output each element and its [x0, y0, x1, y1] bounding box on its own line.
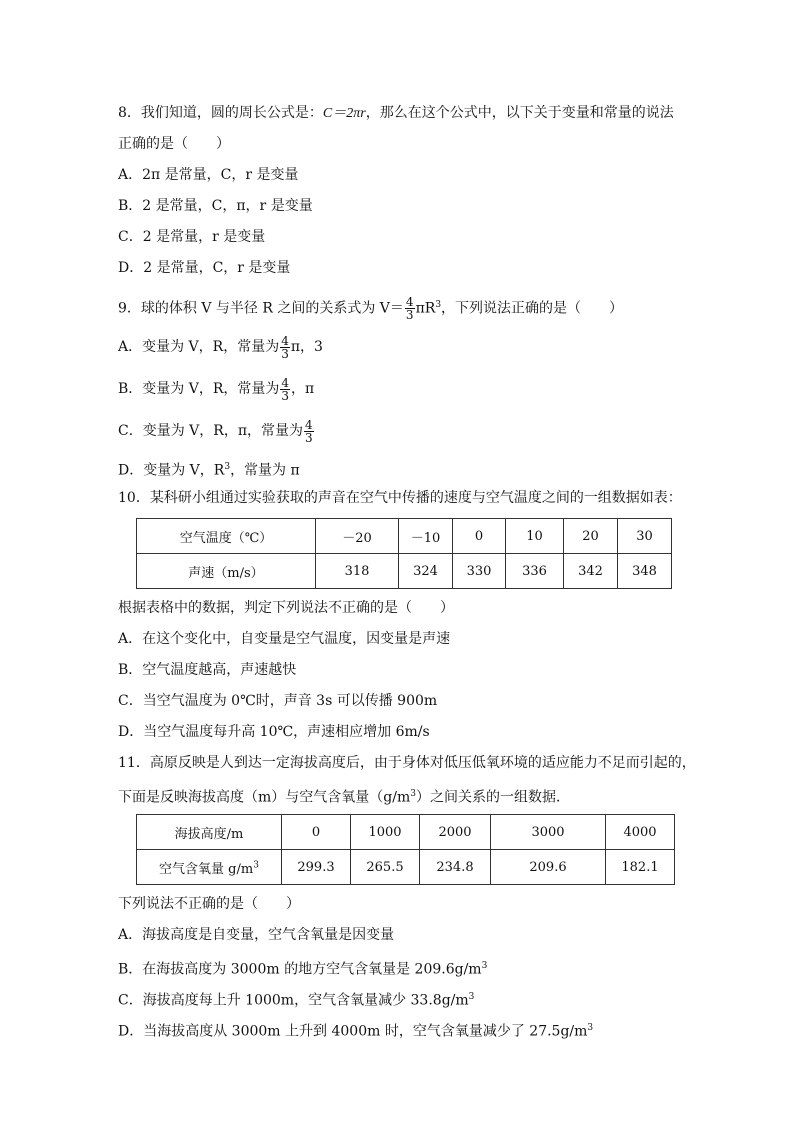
superscript: 3: [481, 961, 488, 971]
q9-stem-part: ，下列说法正确的是（ ）: [441, 300, 624, 317]
fraction: [280, 335, 290, 360]
q11-option-text: B．在海拔高度为 3000m 的地方空气含氧量是 209.6g/m: [118, 961, 482, 978]
q9-option-c: [118, 410, 678, 452]
q10-stem: 10．某科研小组通过实验获取的声音在空气中传播的速度与空气温度之间的一组数据如表：: [118, 490, 682, 506]
table-cell: 265.5: [351, 850, 420, 885]
q8-stem-part: ，那么在这个公式中，以下关于变量和常量的说法: [365, 105, 674, 121]
q11-option-c: [118, 982, 678, 1013]
table-cell: 342: [564, 554, 618, 589]
q9-option-text: π，3: [290, 339, 323, 355]
table-cell: 0: [282, 815, 351, 850]
fraction-denominator: 3: [281, 388, 290, 403]
q9-option-text: ，π: [291, 381, 315, 397]
q8-option-b: B．2 是常量，C，π，r 是变量: [118, 198, 313, 214]
table-cell: 324: [399, 554, 453, 589]
q9-option-text: D．变量为 V，R: [118, 462, 225, 479]
table-row-label-text: 空气含氧量 g/m: [159, 861, 254, 877]
fraction-numerator: 4: [305, 417, 313, 432]
q9-option-text: ，常量为 π: [230, 462, 300, 479]
q9-option-b: [118, 368, 678, 410]
table-row: [137, 815, 675, 850]
q11-option-text: D．当海拔高度从 3000m 上升到 4000m 时，空气含氧量减少了 27.5g/m: [118, 1023, 588, 1040]
q10-after-table: 根据表格中的数据，判定下列说法不正确的是（ ）: [118, 600, 454, 616]
table-cell: 348: [618, 554, 672, 589]
table-row-label: 声速（m/s）: [137, 554, 316, 589]
fraction: [405, 296, 415, 321]
table-cell: －20: [316, 519, 399, 554]
table-row: [137, 850, 675, 885]
table-cell: 1000: [351, 815, 420, 850]
table-cell: 209.6: [491, 850, 606, 885]
table-cell: 336: [506, 554, 564, 589]
q9-option-text: C．变量为 V，R，π，常量为: [118, 423, 304, 439]
table-cell: 182.1: [606, 850, 675, 885]
superscript: 3: [410, 789, 416, 799]
q8-option-a: A．2π 是常量，C，r 是变量: [118, 167, 299, 183]
table-cell: 330: [453, 554, 506, 589]
fraction-denominator: 3: [405, 308, 414, 323]
q11-stem-part: ）之间关系的一组数据．: [415, 789, 570, 806]
table-row-label: 空气温度（℃）: [137, 519, 316, 554]
q10-data-table: [136, 518, 672, 589]
q9-stem-part: 9．球的体积 V 与半径 R 之间的关系式为 V＝: [118, 300, 404, 317]
q11-option-b: [118, 951, 678, 982]
fraction-numerator: 4: [281, 333, 289, 348]
q10-option-a: A．在这个变化中，自变量是空气温度，因变量是声速: [118, 631, 451, 647]
q11-stem-line1: 11．高原反映是人到达一定海拔高度后，由于身体对低压低氧环境的适应能力不足而引起的，: [118, 755, 696, 771]
q11-stem-part: 下面是反映海拔高度（m）与空气含氧量（g/m: [118, 789, 411, 806]
q9-option-text: B．变量为 V，R，常量为: [118, 381, 280, 397]
q9-option-d: [118, 452, 678, 483]
q9-option-a: [118, 326, 678, 368]
table-row-label: 海拔高度/m: [137, 815, 282, 850]
q10-option-d: D．当空气温度每升高 10℃，声速相应增加 6m/s: [118, 724, 430, 740]
table-cell: 3000: [491, 815, 606, 850]
q8-stem-line1: [118, 98, 678, 129]
table-cell: 30: [618, 519, 672, 554]
table-cell: －10: [399, 519, 453, 554]
q11-option-a: A．海拔高度是自变量，空气含氧量是因变量: [118, 927, 395, 943]
table-cell: 20: [564, 519, 618, 554]
superscript: 3: [253, 860, 259, 871]
worksheet-page: [118, 98, 696, 1044]
q8-option-c: C．2 是常量，r 是变量: [118, 229, 266, 245]
q11-option-d: [118, 1013, 678, 1044]
superscript: 3: [587, 1023, 594, 1033]
table-cell: 0: [453, 519, 506, 554]
q11-data-table: [136, 814, 675, 885]
q10-option-b: B．空气温度越高，声速越快: [118, 662, 297, 678]
fraction-denominator: 3: [305, 430, 313, 445]
table-cell: 4000: [606, 815, 675, 850]
table-row: [137, 554, 672, 589]
q9-option-text: A．变量为 V，R，常量为: [118, 339, 280, 355]
q11-after-table: 下列说法不正确的是（ ）: [118, 896, 300, 912]
q10-option-c: C．当空气温度为 0℃时，声音 3s 可以传播 900m: [118, 693, 438, 709]
table-row: [137, 519, 672, 554]
q9-stem-part: πR: [415, 300, 436, 317]
table-cell: 10: [506, 519, 564, 554]
q8-stem-part: 8．我们知道，圆的周长公式是：: [118, 105, 323, 121]
table-cell: 318: [316, 554, 399, 589]
q11-option-text: C．海拔高度每上升 1000m，空气含氧量减少 33.8g/m: [118, 992, 469, 1009]
q11-stem-line2: [118, 779, 678, 810]
fraction: [280, 377, 290, 402]
q8-option-d: D．2 是常量，C，r 是变量: [118, 260, 291, 276]
superscript: 3: [435, 300, 442, 310]
fraction: [304, 419, 314, 444]
table-cell: 299.3: [282, 850, 351, 885]
fraction-numerator: 4: [405, 295, 414, 310]
superscript: 3: [224, 462, 231, 472]
fraction-denominator: 3: [281, 346, 289, 361]
table-row-label: [137, 850, 282, 885]
q8-stem-line2: 正确的是（ ）: [118, 136, 230, 152]
q8-formula: C＝2πr: [322, 106, 366, 121]
table-cell: 2000: [420, 815, 491, 850]
superscript: 3: [468, 992, 475, 1002]
q9-stem: [118, 284, 678, 326]
table-cell: 234.8: [420, 850, 491, 885]
fraction-numerator: 4: [281, 375, 290, 390]
